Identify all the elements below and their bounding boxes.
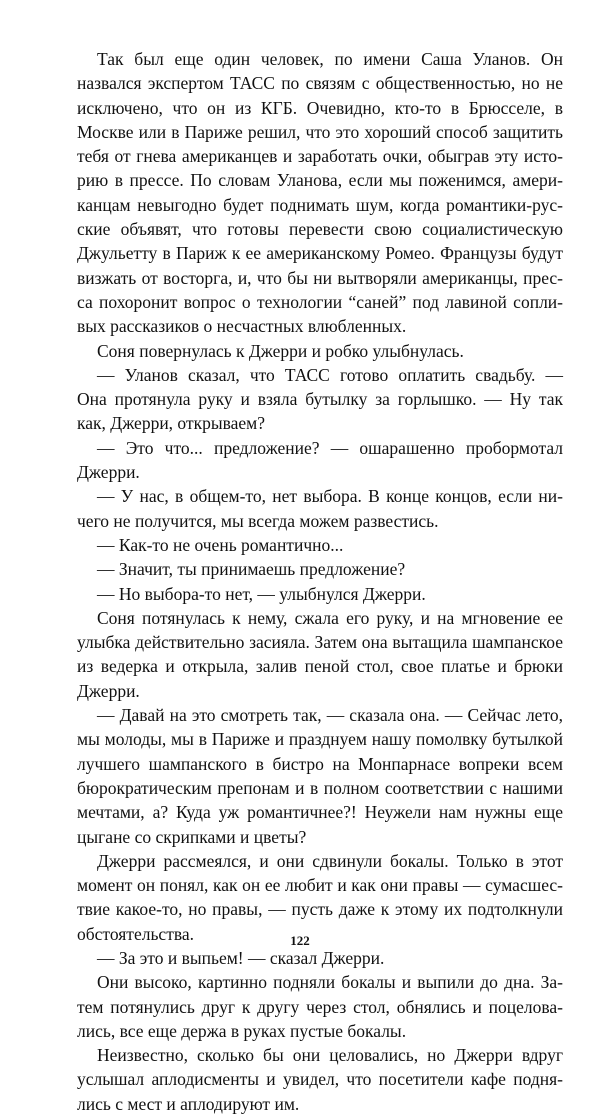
text-line: Они высоко, картинно подняли бокалы и выпили до дна. За- xyxy=(97,972,563,993)
text-line: лучшего шампанского в бистро на Монпарнасе вопреки всем xyxy=(77,753,563,774)
text-line: из ведерка и открыла, залив пеной стол, свое платье и брюки xyxy=(77,656,563,677)
text-line: Джерри. xyxy=(77,462,140,483)
text-line: Джульетту в Париж к ее американскому Ромео. Французы будут xyxy=(77,243,563,264)
text-line: чего не получится, мы всегда можем развестись. xyxy=(77,510,439,531)
text-line: момент он понял, как он ее любит и как они правы — сумасшес- xyxy=(77,875,563,896)
text-line: — Но выбора-то нет, — улыбнулся Джерри. xyxy=(97,583,426,604)
text-line: вых рассказиков о несчастных влюбленных. xyxy=(77,316,407,337)
text-line: Она протянула руку и взяла бутылку за горлышко. — Ну так xyxy=(77,389,563,410)
page-number: 122 xyxy=(290,933,310,948)
text-line: обстоятельства. xyxy=(77,923,195,944)
text-line: назвался экспертом ТАСС по связям с общественностью, но не xyxy=(77,73,563,94)
text-line: са похоронит вопрос о технологии “саней” под лавиной сопли- xyxy=(77,291,563,312)
text-line: лись, все еще держа в руках пустые бокалы. xyxy=(77,1020,407,1041)
text-line: бюрократическим препонам и в полном соответствии с нашими xyxy=(77,777,563,798)
text-line: — За это и выпьем! — сказал Джерри. xyxy=(97,947,385,968)
text-line: Соня повернулась к Джерри и робко улыбнулась. xyxy=(97,340,464,361)
text-line: Москве или в Париже решил, что это хороший способ защитить xyxy=(77,121,563,142)
body-text xyxy=(77,47,563,1116)
text-line: как, Джерри, открываем? xyxy=(77,413,266,434)
text-line: визжать от восторга, и, что бы ни вытворяли американцы, прес- xyxy=(77,267,563,288)
text-line: твие какое-то, но правы, — пусть даже к этому их подтолкнули xyxy=(77,899,563,920)
text-line: — У нас, в общем-то, нет выбора. В конце концов, если ни- xyxy=(97,486,563,507)
text-line: рию в прессе. По словам Уланова, если мы поженимся, амери- xyxy=(77,170,563,191)
text-line: канцам невыгодно будет поднимать шум, когда романтики-рус- xyxy=(77,194,563,215)
text-line: исключено, что он из КГБ. Очевидно, кто-то в Брюсселе, в xyxy=(77,97,563,118)
text-line: услышал аплодисменты и увидел, что посетители кафе подня- xyxy=(77,1069,563,1090)
text-line: ские объявят, что готовы перевести свою социалистическую xyxy=(77,219,563,240)
text-line: — Как-то не очень романтично... xyxy=(97,534,344,555)
text-line: мечтами, а? Куда уж романтичнее?! Неужели нам нужны еще xyxy=(77,802,563,823)
text-line: улыбка действительно засияла. Затем она вытащила шампанское xyxy=(77,632,563,653)
text-line: Неизвестно, сколько бы они целовались, но Джерри вдруг xyxy=(97,1045,563,1066)
text-line: — Это что... предложение? — ошарашенно пробормотал xyxy=(97,437,563,458)
text-line: — Уланов сказал, что ТАСС готово оплатить свадьбу. — xyxy=(97,364,563,385)
text-line: Джерри. xyxy=(77,680,140,701)
text-line: тем потянулись друг к другу через стол, обнялись и поцелова- xyxy=(77,996,563,1017)
text-line: цыгане со скрипками и цветы? xyxy=(77,826,307,847)
text-line: мы молоды, мы в Париже и празднуем нашу помолвку бутылкой xyxy=(77,729,563,750)
text-line: — Значит, ты принимаешь предложение? xyxy=(97,559,406,580)
text-line: — Давай на это смотреть так, — сказала она. — Сейчас лето, xyxy=(97,705,563,726)
text-line: Соня потянулась к нему, сжала его руку, и на мгновение ее xyxy=(97,607,563,628)
text-line: Джерри рассмеялся, и они сдвинули бокалы. Только в этот xyxy=(97,850,563,871)
text-line: тебя от гнева американцев и заработать очки, обыграв эту исто- xyxy=(77,146,563,167)
text-line: лись с мест и аплодируют им. xyxy=(77,1093,300,1114)
text-line: Так был еще один человек, по имени Саша Уланов. Он xyxy=(97,49,563,69)
